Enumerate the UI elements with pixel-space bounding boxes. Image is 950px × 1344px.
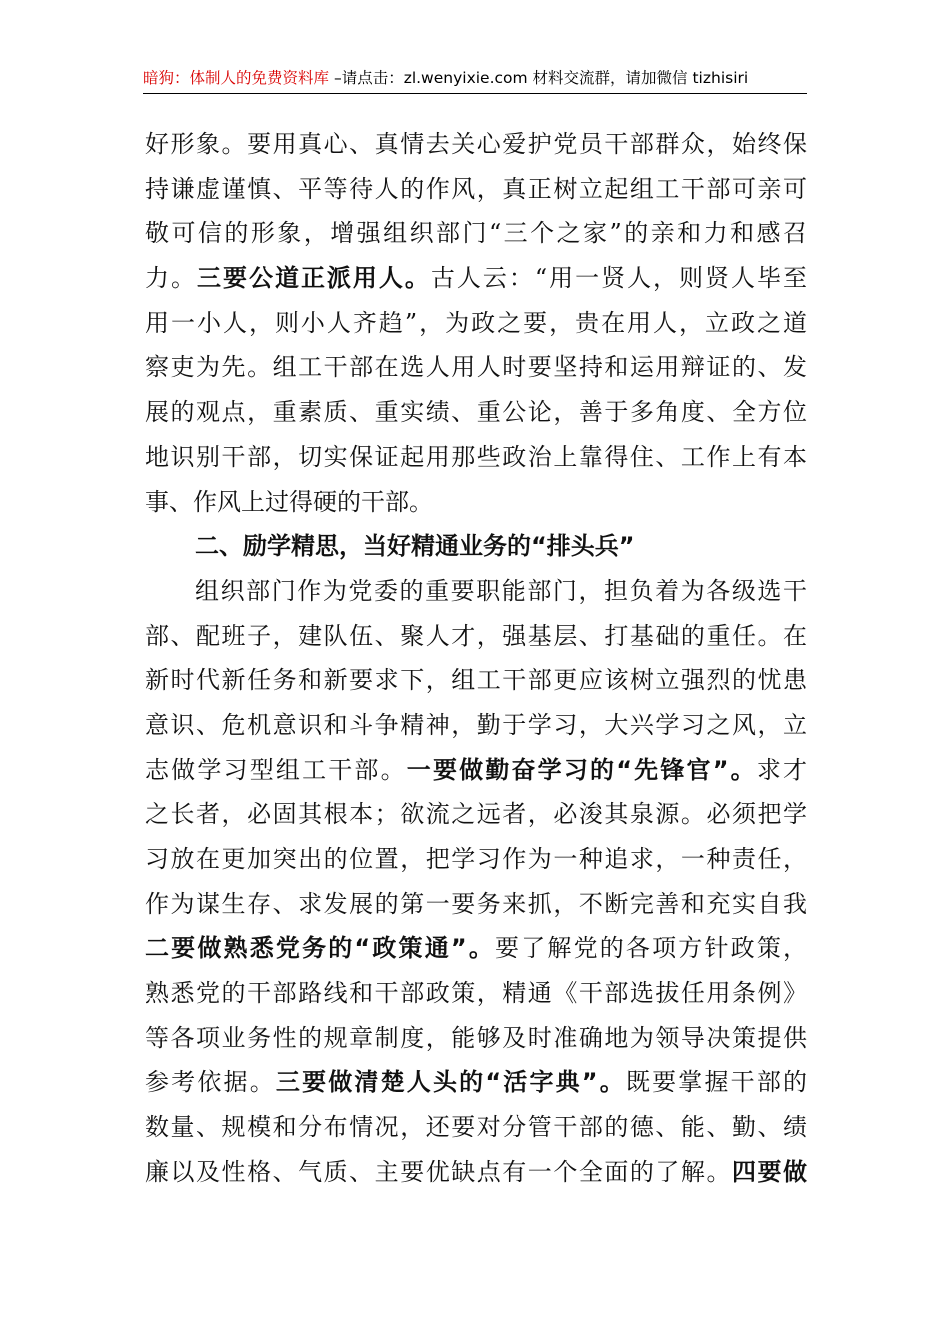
text-line: 等各项业务性的规章制度，能够及时准确地为领导决策提供 — [145, 1023, 807, 1052]
text-line: 二要做熟悉党务的“政策通”。要了解党的各项方针政策， — [145, 934, 808, 963]
text-line: 用一小人，则小人齐趋”，为政之要，贵在用人，立政之道 — [145, 308, 807, 337]
text-line: 事、作风上过得硬的干部。 — [145, 487, 433, 516]
header-divider — [143, 93, 807, 94]
bold-point: 三要做清楚人头的“活字典”。 — [275, 1068, 626, 1097]
text-line: 好形象。要用真心、真情去关心爱护党员干部群众，始终保 — [145, 130, 807, 158]
text-line: 持谦虚谨慎、平等待人的作风，真正树立起组工干部可亲可 — [145, 174, 807, 203]
text-line: 察吏为先。组工干部在选人用人时要坚持和运用辩证的、发 — [145, 353, 807, 382]
text-line: 数量、规模和分布情况，还要对分管干部的德、能、勤、绩 — [145, 1113, 807, 1142]
text-line: 廉以及性格、气质、主要优缺点有一个全面的了解。四要做 — [145, 1157, 808, 1186]
header-site-name[interactable]: 暗狗：体制人的免费资料库 — [143, 69, 330, 87]
text-line: 部、配班子，建队伍、聚人才，强基层、打基础的重任。在 — [145, 621, 807, 650]
section-heading: 二、励学精思，当好精通业务的“排头兵” — [195, 532, 635, 561]
header-banner — [143, 66, 807, 90]
bold-point: 三要公道正派用人。 — [196, 264, 431, 293]
text-line: 组织部门作为党委的重要职能部门，担负着为各级选干 — [195, 576, 807, 605]
text-line: 展的观点，重素质、重实绩、重公论，善于多角度、全方位 — [145, 398, 807, 427]
bold-point: 二要做熟悉党务的“政策通”。 — [145, 934, 496, 963]
text-line: 志做学习型组工干部。一要做勤奋学习的“先锋官”。求才 — [145, 755, 808, 784]
text-line: 敬可信的形象，增强组织部门“三个之家”的亲和力和感召 — [145, 219, 807, 248]
text-line: 习放在更加突出的位置，把学习作为一种追求，一种责任， — [145, 845, 807, 873]
document-body — [145, 122, 807, 1195]
text-line: 熟悉党的干部路线和干部政策，精通《干部选拔任用条例》 — [145, 979, 807, 1008]
text-line: 作为谋生存、求发展的第一要务来抓，不断完善和充实自我 — [145, 889, 807, 918]
text-line: 参考依据。三要做清楚人头的“活字典”。既要掌握干部的 — [145, 1068, 808, 1097]
text-line: 新时代新任务和新要求下，组工干部更应该树立强烈的忧患 — [145, 666, 807, 695]
text-line: 地识别干部，切实保证起用那些政治上靠得住、工作上有本 — [145, 442, 807, 471]
bold-point: 一要做勤奋学习的“先锋官”。 — [406, 755, 757, 784]
header-contact-text[interactable]: –请点击：zl.wenyixie.com 材料交流群，请加微信 tizhisiri — [329, 69, 749, 87]
text-line: 力。三要公道正派用人。古人云：“用一贤人，则贤人毕至 — [145, 264, 808, 293]
text-line: 之长者，必固其根本；欲流之远者，必浚其泉源。必须把学 — [145, 800, 807, 829]
bold-point: 四要做 — [731, 1157, 808, 1186]
text-line: 意识、危机意识和斗争精神，勤于学习，大兴学习之风，立 — [145, 710, 807, 739]
